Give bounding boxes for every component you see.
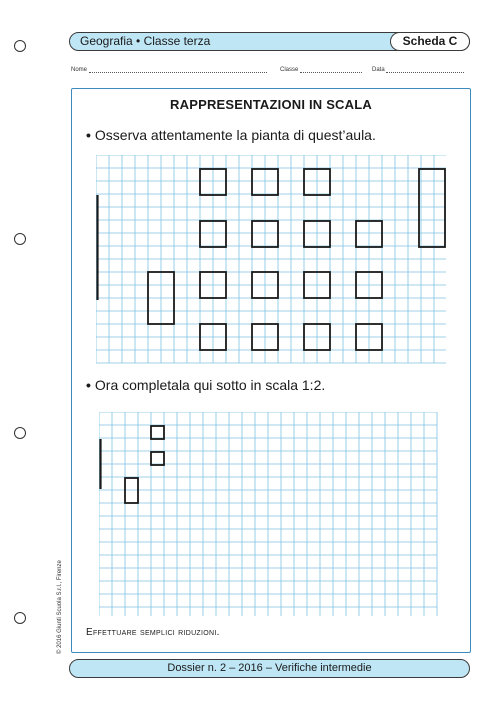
date-field[interactable]	[372, 66, 464, 73]
copyright-notice: © 2016 Giunti Scuola S.r.l., Firenze	[57, 560, 63, 654]
header-subject: Geografia • Classe terza	[80, 34, 211, 48]
classroom-objects	[98, 169, 446, 350]
started-objects	[101, 426, 165, 503]
date-label: Data	[372, 67, 385, 73]
bullet-icon: •	[86, 377, 91, 393]
instruction-complete	[86, 377, 325, 393]
page-title: RAPPRESENTAZIONI IN SCALA	[170, 97, 372, 112]
grid-lines	[99, 412, 437, 616]
class-line	[300, 66, 362, 73]
binder-hole	[14, 427, 26, 439]
class-label: Classe	[280, 67, 299, 73]
instruction-observe	[86, 127, 376, 143]
bullet-icon: •	[86, 127, 91, 143]
instruction-observe-text: Osserva attentamente la pianta di quest’aula.	[94, 127, 376, 143]
binder-hole	[14, 233, 26, 245]
footnote: Effettuare semplici riduzioni.	[86, 627, 220, 638]
date-line	[386, 66, 464, 73]
classroom-plan-grid	[96, 155, 446, 365]
student-desk-scaled	[151, 426, 164, 439]
student-desk-scaled	[151, 452, 164, 465]
binder-hole	[14, 612, 26, 624]
binder-hole	[14, 40, 26, 52]
instruction-complete-text: Ora completala qui sotto in scala 1:2.	[94, 377, 326, 393]
teacher-desk-scaled	[125, 478, 138, 503]
class-field[interactable]	[280, 66, 362, 73]
name-field[interactable]	[71, 66, 267, 73]
name-line	[89, 66, 267, 73]
grid-lines	[96, 155, 446, 363]
header-bar	[69, 32, 470, 51]
footer-bar: Dossier n. 2 – 2016 – Verifiche intermedie	[69, 659, 470, 678]
name-label: Nome	[71, 67, 88, 73]
sheet-label: Scheda C	[390, 32, 470, 51]
scale-drawing-grid[interactable]	[99, 412, 445, 618]
